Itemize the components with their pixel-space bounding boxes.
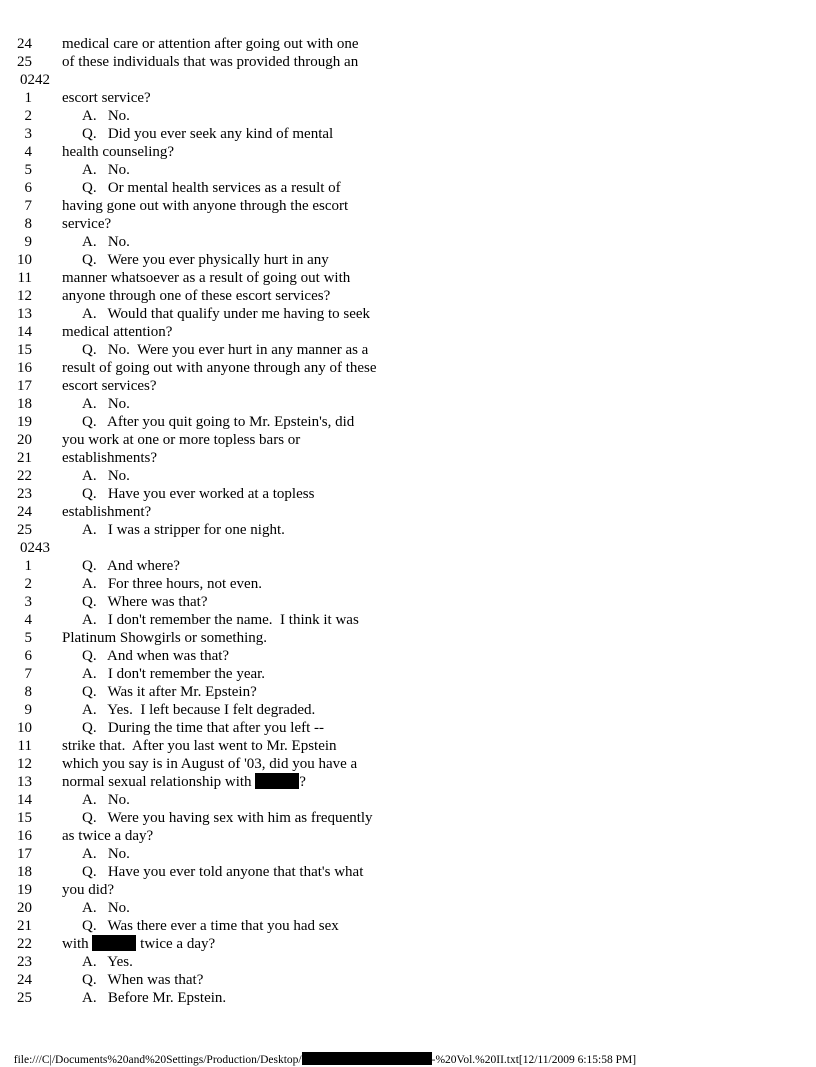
- transcript-line: [0, 269, 816, 287]
- line-text-content: escort service?: [62, 90, 151, 106]
- line-text: [62, 755, 357, 773]
- transcript-line: [0, 287, 816, 305]
- line-text: [82, 179, 341, 197]
- page-number: 0242: [20, 72, 50, 88]
- line-number: 17: [17, 378, 32, 394]
- line-text-content: establishment?: [62, 504, 152, 520]
- transcript-line: [0, 467, 816, 485]
- line-number: 3: [24, 126, 32, 142]
- line-text-content: A. I don't remember the name. I think it was: [82, 612, 359, 628]
- transcript-line: [0, 215, 816, 233]
- line-number: 11: [17, 270, 32, 286]
- line-number: 12: [17, 288, 32, 304]
- line-text-content: A. No.: [82, 900, 130, 916]
- transcript-line: [0, 449, 816, 467]
- line-number: 7: [24, 198, 32, 214]
- line-number: 24: [17, 36, 32, 52]
- line-text-content: A. Yes.: [82, 954, 133, 970]
- transcript-line: [0, 233, 816, 251]
- line-text: [82, 413, 354, 431]
- transcript-line: [0, 197, 816, 215]
- transcript-line: [0, 989, 816, 1007]
- line-number: 16: [17, 828, 32, 844]
- line-text-content: Q. Was it after Mr. Epstein?: [82, 684, 257, 700]
- line-text-content: Q. Were you ever physically hurt in any: [82, 252, 329, 268]
- transcript-line: [0, 953, 816, 971]
- line-text-content: Q. And where?: [82, 558, 180, 574]
- line-number: 20: [17, 432, 32, 448]
- line-text: [82, 251, 329, 269]
- footer-path-suffix: -%20Vol.%20II.txt[12/11/2009 6:15:58 PM]: [431, 1054, 637, 1066]
- redaction-bar: [255, 773, 299, 789]
- line-text-content: medical care or attention after going out with one: [62, 36, 359, 52]
- line-text-content: Q. No. Were you ever hurt in any manner as a: [82, 342, 369, 358]
- transcript-line: [0, 683, 816, 701]
- transcript-line: [0, 89, 816, 107]
- line-text-content: Q. Were you having sex with him as frequently: [82, 810, 373, 826]
- line-number: 5: [24, 162, 32, 178]
- line-text: [82, 161, 130, 179]
- footer-path-prefix: file:///C|/Documents%20and%20Settings/Production/Desktop/: [13, 1054, 302, 1066]
- line-number: 25: [17, 990, 32, 1006]
- line-text: [62, 881, 114, 899]
- transcript-line: [0, 845, 816, 863]
- transcript-line: [0, 107, 816, 125]
- line-text: [62, 269, 350, 287]
- transcript-line: [0, 629, 816, 647]
- transcript-line: [0, 593, 816, 611]
- line-text: [82, 233, 130, 251]
- line-number: 22: [17, 936, 32, 952]
- line-number: 12: [17, 756, 32, 772]
- line-text: [62, 431, 300, 449]
- line-number: 15: [17, 810, 32, 826]
- line-text-after-redaction: twice a day?: [136, 936, 216, 952]
- line-text: [82, 701, 315, 719]
- line-text: [82, 791, 130, 809]
- line-number: 19: [17, 882, 32, 898]
- line-text-content: A. Before Mr. Epstein.: [82, 990, 227, 1006]
- line-text-content: Q. Or mental health services as a result of: [82, 180, 341, 196]
- line-text-content: anyone through one of these escort services?: [62, 288, 331, 304]
- line-number: 4: [24, 144, 32, 160]
- line-text: [82, 845, 130, 863]
- line-text: [62, 215, 111, 233]
- line-number: 24: [17, 504, 32, 520]
- line-text-content: having gone out with anyone through the escort: [62, 198, 349, 214]
- line-text: [82, 899, 130, 917]
- line-text-content: medical attention?: [62, 324, 173, 340]
- redaction-bar: [92, 935, 136, 951]
- page-number: 0243: [20, 540, 50, 556]
- line-text: [82, 683, 257, 701]
- line-number: 14: [17, 324, 32, 340]
- line-number: 7: [24, 666, 32, 682]
- transcript-line: [0, 323, 816, 341]
- line-text: [82, 719, 324, 737]
- line-text-content: A. No.: [82, 162, 130, 178]
- line-text: [82, 971, 203, 989]
- line-number: 24: [17, 972, 32, 988]
- transcript-line: [0, 413, 816, 431]
- transcript-line: [0, 161, 816, 179]
- line-number: 1: [24, 558, 32, 574]
- line-text: [62, 935, 215, 953]
- line-text: [82, 485, 314, 503]
- transcript-line: [0, 251, 816, 269]
- line-text-content: health counseling?: [62, 144, 175, 160]
- line-text-content: Q. During the time that after you left --: [82, 720, 325, 736]
- transcript-line: [0, 917, 816, 935]
- line-text: [62, 53, 358, 71]
- line-text: [62, 449, 157, 467]
- line-number: 8: [24, 216, 32, 232]
- line-number: 9: [24, 702, 32, 718]
- transcript-line: [0, 863, 816, 881]
- line-number: 11: [17, 738, 32, 754]
- transcript-line: [0, 341, 816, 359]
- line-number: 23: [17, 954, 32, 970]
- transcript-line: [0, 755, 816, 773]
- line-number: 3: [24, 594, 32, 610]
- line-text-content: A. I don't remember the year.: [82, 666, 266, 682]
- line-text-content: service?: [62, 216, 112, 232]
- line-text: [62, 89, 151, 107]
- line-text: [82, 665, 265, 683]
- line-number: 15: [17, 342, 32, 358]
- line-text: [82, 809, 373, 827]
- line-text: [62, 827, 153, 845]
- line-number: 25: [17, 54, 32, 70]
- line-text-content: escort services?: [62, 378, 157, 394]
- transcript-line: [0, 485, 816, 503]
- transcript-line: [0, 431, 816, 449]
- line-text-content: Q. Did you ever seek any kind of mental: [82, 126, 334, 142]
- line-text: [82, 107, 130, 125]
- line-text-content: A. I was a stripper for one night.: [82, 522, 285, 538]
- line-text-content: A. No.: [82, 468, 130, 484]
- line-text-content: result of going out with anyone through any of these: [62, 360, 377, 376]
- transcript-line: [0, 557, 816, 575]
- line-text: [62, 503, 151, 521]
- line-text: [82, 917, 339, 935]
- line-number: 16: [17, 360, 32, 376]
- transcript-line: [0, 701, 816, 719]
- transcript-line: [0, 809, 816, 827]
- line-number: 9: [24, 234, 32, 250]
- line-text: [62, 773, 306, 791]
- line-text: [82, 611, 359, 629]
- transcript-line: [0, 827, 816, 845]
- transcript-line: [0, 125, 816, 143]
- transcript-line: [0, 359, 816, 377]
- line-number: 23: [17, 486, 32, 502]
- line-text: [82, 395, 130, 413]
- transcript-line: [0, 971, 816, 989]
- line-number: 8: [24, 684, 32, 700]
- line-text-content: A. No.: [82, 396, 130, 412]
- line-number: 2: [24, 576, 32, 592]
- line-number: 20: [17, 900, 32, 916]
- line-number: 13: [17, 774, 32, 790]
- line-text: [82, 953, 133, 971]
- line-text-content: Q. After you quit going to Mr. Epstein's, did: [82, 414, 355, 430]
- line-number: 17: [17, 846, 32, 862]
- redaction-bar: [302, 1052, 432, 1065]
- line-number: 1: [24, 90, 32, 106]
- transcript-line: [0, 53, 816, 71]
- line-text-content: normal sexual relationship with: [62, 774, 256, 790]
- line-text: [82, 467, 130, 485]
- line-text: [62, 197, 348, 215]
- line-number: 22: [17, 468, 32, 484]
- line-text-content: which you say is in August of '03, did you have a: [62, 756, 358, 772]
- transcript-line: [0, 377, 816, 395]
- line-text-content: Q. Where was that?: [82, 594, 208, 610]
- line-text-content: you work at one or more topless bars or: [62, 432, 301, 448]
- line-text-content: Q. Have you ever worked at a topless: [82, 486, 315, 502]
- transcript-line: [0, 179, 816, 197]
- line-number: 5: [24, 630, 32, 646]
- transcript-line: [0, 521, 816, 539]
- line-text-content: you did?: [62, 882, 115, 898]
- transcript-line: [0, 611, 816, 629]
- line-text: [82, 521, 285, 539]
- line-text-content: establishments?: [62, 450, 157, 466]
- transcript-line: [0, 773, 816, 791]
- line-text-content: as twice a day?: [62, 828, 154, 844]
- line-text: [62, 377, 157, 395]
- line-number: 25: [17, 522, 32, 538]
- line-text: [82, 125, 333, 143]
- line-number: 21: [17, 450, 32, 466]
- line-text: [62, 737, 337, 755]
- line-number: 14: [17, 792, 32, 808]
- line-text: [62, 143, 174, 161]
- line-text-content: A. Yes. I left because I felt degraded.: [82, 702, 316, 718]
- line-number: 13: [17, 306, 32, 322]
- line-text: [62, 629, 267, 647]
- line-number: 6: [24, 180, 32, 196]
- line-number: 18: [17, 864, 32, 880]
- line-text-content: Q. Have you ever told anyone that that's what: [82, 864, 364, 880]
- line-number: 19: [17, 414, 32, 430]
- line-number: 2: [24, 108, 32, 124]
- line-text: [82, 305, 370, 323]
- file-path-footer: [8, 1038, 636, 1067]
- transcript-line: [0, 935, 816, 953]
- line-text-content: Platinum Showgirls or something.: [62, 630, 268, 646]
- transcript-line: [0, 791, 816, 809]
- line-text-content: A. For three hours, not even.: [82, 576, 262, 592]
- line-number: 6: [24, 648, 32, 664]
- transcript-line: [0, 35, 816, 53]
- line-text-content: A. No.: [82, 234, 130, 250]
- line-text-content: of these individuals that was provided through an: [62, 54, 359, 70]
- transcript-line: [0, 719, 816, 737]
- transcript-line: [0, 305, 816, 323]
- line-text-content: A. No.: [82, 108, 130, 124]
- page-marker-row: [0, 539, 816, 557]
- line-text: [62, 35, 359, 53]
- line-text: [82, 863, 363, 881]
- transcript-line: [0, 395, 816, 413]
- line-text-content: A. Would that qualify under me having to seek: [82, 306, 371, 322]
- line-text-content: with: [62, 936, 93, 952]
- transcript-line: [0, 881, 816, 899]
- line-text: [82, 557, 180, 575]
- line-text-content: A. No.: [82, 846, 130, 862]
- line-text: [82, 575, 262, 593]
- line-text-after-redaction: ?: [299, 774, 306, 790]
- transcript-body: [0, 35, 816, 1007]
- line-text-content: Q. When was that?: [82, 972, 204, 988]
- line-text: [82, 341, 368, 359]
- line-text-content: manner whatsoever as a result of going out with: [62, 270, 351, 286]
- line-number: 4: [24, 612, 32, 628]
- line-text: [82, 647, 229, 665]
- transcript-line: [0, 899, 816, 917]
- transcript-line: [0, 737, 816, 755]
- line-text: [82, 593, 208, 611]
- line-text-content: A. No.: [82, 792, 130, 808]
- line-text: [82, 989, 226, 1007]
- line-text: [62, 359, 377, 377]
- line-text-content: Q. Was there ever a time that you had sex: [82, 918, 339, 934]
- transcript-line: [0, 503, 816, 521]
- page-marker-row: [0, 71, 816, 89]
- line-number: 21: [17, 918, 32, 934]
- line-text-content: Q. And when was that?: [82, 648, 230, 664]
- line-number: 10: [17, 720, 32, 736]
- transcript-line: [0, 647, 816, 665]
- line-number: 10: [17, 252, 32, 268]
- line-text: [62, 287, 330, 305]
- transcript-line: [0, 665, 816, 683]
- line-text-content: strike that. After you last went to Mr. Epstein: [62, 738, 337, 754]
- line-number: 18: [17, 396, 32, 412]
- transcript-line: [0, 143, 816, 161]
- transcript-line: [0, 575, 816, 593]
- line-text: [62, 323, 172, 341]
